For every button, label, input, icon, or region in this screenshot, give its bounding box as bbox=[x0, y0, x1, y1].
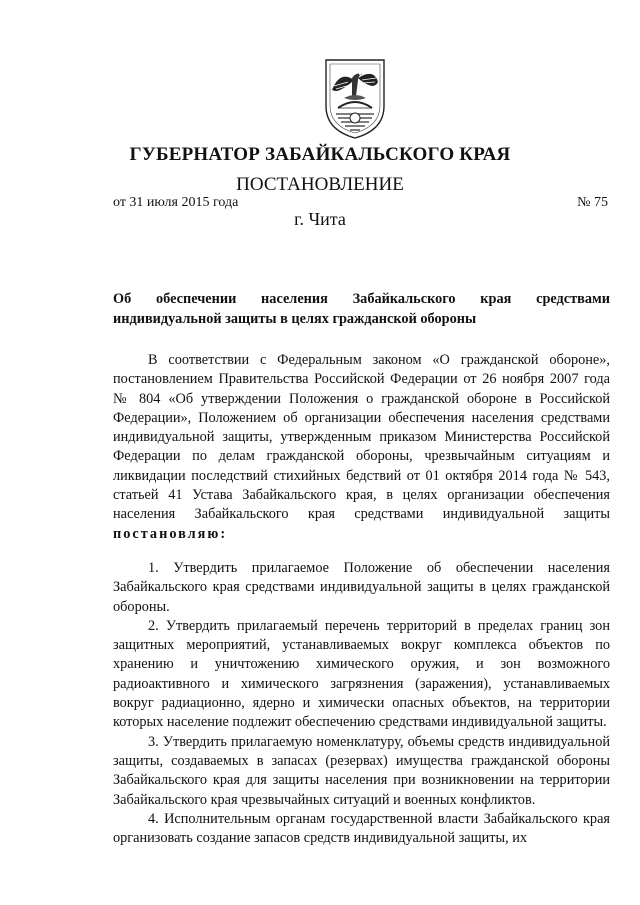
coat-of-arms-icon bbox=[318, 56, 392, 140]
list-item: 3. Утвердить прилагаемую номенклатуру, объемы средств индивидуальной защиты, создаваемых в запасах (резервах) имущества гражданской обороны Забайкальского края для защиты населения при возникновении на территории Забайкальского края чрезвычайных ситуаций и военных конфликтов. bbox=[113, 733, 610, 808]
document-type: ПОСТАНОВЛЕНИЕ bbox=[236, 174, 404, 195]
document-number: № 75 bbox=[577, 195, 608, 210]
document-subject: Об обеспечении населения Забайкальского края средствами индивидуальной защиты в целях гражданской обороны bbox=[113, 291, 610, 327]
document-date: от 31 июля 2015 года bbox=[113, 195, 239, 210]
decree-word: постановляю: bbox=[113, 525, 228, 542]
document-body bbox=[113, 351, 610, 848]
issuer-title: ГУБЕРНАТОР ЗАБАЙКАЛЬСКОГО КРАЯ bbox=[129, 144, 511, 165]
list-item: 1. Утвердить прилагаемое Положение об обеспечении населения Забайкальского края средствами индивидуальной защиты в целях гражданской обороны. bbox=[113, 559, 610, 615]
preamble-paragraph bbox=[113, 351, 610, 544]
list-item: 4. Исполнительным органам государственной власти Забайкальского края организовать создание запасов средств индивидуальной защиты, их bbox=[113, 810, 610, 847]
document-city: г. Чита bbox=[294, 209, 346, 229]
list-item: 2. Утвердить прилагаемый перечень территорий в пределах границ зон защитных мероприятий, устанавливаемых вокруг комплекса объектов по хранению и уничтожению химического оружия, и зон возможного радиоактивного и химического загрязнения (заражения), устанавливаемых вокруг радиационно, ядерно и химически опасных объектов, на территории которых население подлежит обеспечению средствами индивидуальной защиты. bbox=[113, 617, 610, 731]
preamble-text: В соответствии с Федеральным законом «О гражданской обороне», постановлением Правительства Российской Федерации от 26 ноября 2007 года № 804 «Об утверждении Положения о гражданской обороне в Российской Федерации», Положением об организации обеспечения населения средствами индивидуальной защиты, утвержденным приказом Министерства Российской Федерации по делам гражданской обороны, чрезвычайным ситуациям и ликвидации последствий стихийных бедствий от 01 октября 2014 года № 543, статьей 41 Устава Забайкальского края, в целях организации обеспечения населения Забайкальского края средствами индивидуальной защиты bbox=[113, 352, 610, 523]
